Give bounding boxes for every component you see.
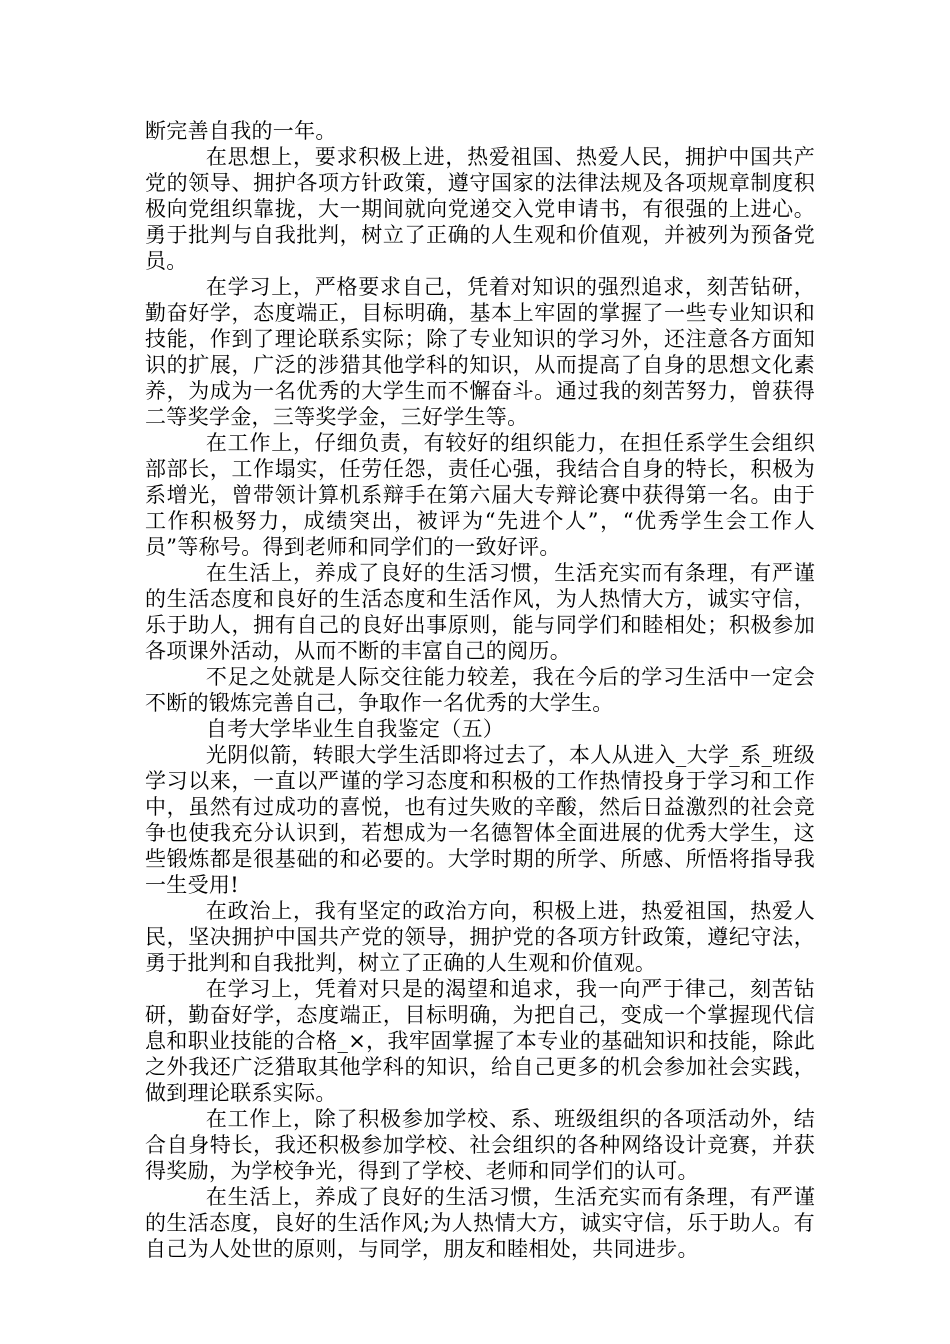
paragraph-shortcomings: 不足之处就是人际交往能力较差，我在今后的学习生活中一定会不断的锻炼完善自己，争取作一名优秀的大学生。: [145, 665, 815, 715]
paragraph-work-2: 在工作上，除了积极参加学校、系、班级组织的各项活动外，结合自身特长，我还积极参加学校、社会组织的各种网络设计竞赛，并获得奖励，为学校争光，得到了学校、老师和同学们的认可。: [145, 1107, 815, 1183]
section-heading: 自考大学毕业生自我鉴定（五）: [205, 717, 505, 741]
paragraph-ideology: 在思想上，要求积极上进，热爱祖国、热爱人民，拥护中国共产党的领导、拥护各项方针政策，遵守国家的法律法规及各项规章制度积极向党组织靠拢，大一期间就向党递交入党申请书，有很强的上进心。勇于批判与自我批判，树立了正确的人生观和价值观，并被列为预备党员。: [145, 145, 815, 273]
paragraph-work: 在工作上，仔细负责，有较好的组织能力，在担任系学生会组织部部长，工作塌实，任劳任怨，责任心强，我结合自身的特长，积极为系增光，曾带领计算机系辩手在第六届大专辩论赛中获得第一名。由于工作积极努力，成绩突出，被评为“先进个人”，“优秀学生会工作人员”等称号。得到老师和同学们的一致好评。: [145, 431, 815, 559]
document-body: [145, 118, 815, 1262]
paragraph-intro: 光阴似箭，转眼大学生活即将过去了，本人从进入_大学_系_班级学习以来，一直以严谨的学习态度和积极的工作热情投身于学习和工作中，虽然有过成功的喜悦，也有过失败的辛酸，然后日益激烈的社会竞争也使我充分认识到，若想成为一名德智体全面进展的优秀大学生，这些锻炼都是很基础的和必要的。大学时期的所学、所感、所悟将指导我一生受用!: [145, 743, 815, 897]
paragraph-study: 在学习上，严格要求自己，凭着对知识的强烈追求，刻苦钻研，勤奋好学，态度端正，目标明确，基本上牢固的掌握了一些专业知识和技能，作到了理论联系实际；除了专业知识的学习外，还注意各方面知识的扩展，广泛的涉猎其他学科的知识，从而提高了自身的思想文化素养，为成为一名优秀的大学生而不懈奋斗。通过我的刻苦努力，曾获得二等奖学金，三等奖学金，三好学生等。: [145, 275, 815, 429]
paragraph-continuation: 断完善自我的一年。: [145, 119, 337, 143]
paragraph-life: 在生活上，养成了良好的生活习惯，生活充实而有条理，有严谨的生活态度和良好的生活态度和生活作风，为人热情大方，诚实守信，乐于助人，拥有自己的良好出事原则，能与同学们和睦相处；积极参加各项课外活动，从而不断的丰富自己的阅历。: [145, 561, 815, 663]
paragraph-study-2: 在学习上，凭着对只是的渴望和追求，我一向严于律己，刻苦钻研，勤奋好学，态度端正，目标明确，为把自己，变成一个掌握现代信息和职业技能的合格_×，我牢固掌握了本专业的基础知识和技能，除此之外我还广泛猎取其他学科的知识，给自己更多的机会参加社会实践，做到理论联系实际。: [145, 977, 815, 1105]
paragraph-politics: 在政治上，我有坚定的政治方向，积极上进，热爱祖国，热爱人民，坚决拥护中国共产党的领导，拥护党的各项方针政策，遵纪守法，勇于批判和自我批判，树立了正确的人生观和价值观。: [145, 899, 815, 975]
paragraph-life-2: 在生活上，养成了良好的生活习惯，生活充实而有条理，有严谨的生活态度，良好的生活作风;为人热情大方，诚实守信，乐于助人。有自己为人处世的原则，与同学，朋友和睦相处，共同进步。: [145, 1185, 815, 1261]
